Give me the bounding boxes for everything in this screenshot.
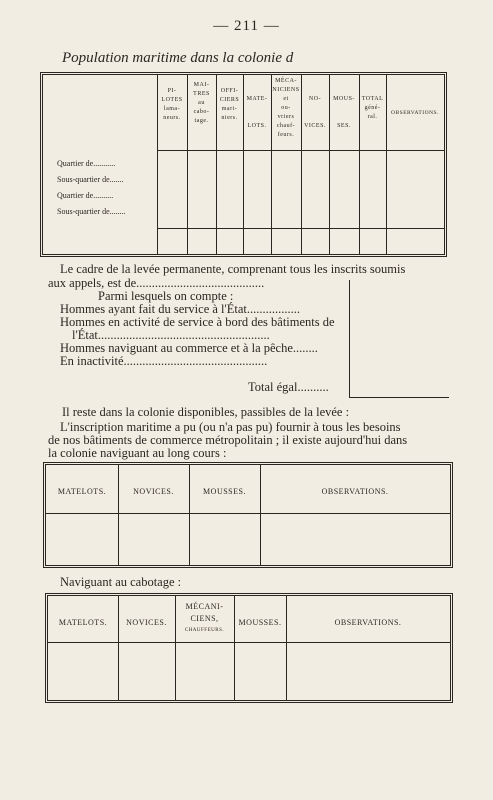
page-number: — 211 — <box>213 18 280 34</box>
header-mousses: MOUSSES. <box>203 487 246 496</box>
page-title: Population maritime dans la colonie d <box>62 50 294 66</box>
row-quartier-1: Quartier de........... <box>57 159 116 168</box>
header-officiers: OFFI- CIERS mari- niers. <box>219 88 240 121</box>
paragraph-line: de nos bâtiments de commerce métropolitain ; il existe aujourd'hui dans <box>48 433 408 447</box>
header-ciens: CIENS, <box>190 614 219 623</box>
header-observations: OBSERVATIONS. <box>321 487 389 496</box>
header-novices: NOVICES. <box>133 487 174 496</box>
header-pilotes: PI- LOTES lama- neurs. <box>161 88 183 121</box>
paragraph-line: Il reste dans la colonie disponibles, passibles de la levée : <box>62 405 350 419</box>
long-cours-table <box>43 462 453 568</box>
header-mecaniciens: MÉCANI- <box>185 602 224 611</box>
header-chauffeurs: CHAUFFEURS. <box>184 628 225 633</box>
paragraph-line: Hommes en activité de service à bord des bâtiments de <box>60 315 335 329</box>
paragraph-line: Le cadre de la levée permanente, comprenant tous les inscrits soumis <box>60 262 406 276</box>
total-label: Total égal.......... <box>248 380 329 394</box>
header-matelots: MATE- LOTS. <box>246 96 268 129</box>
header-total: TOTAL géné- ral. <box>361 96 384 120</box>
header-matelots: MATELOTS. <box>58 618 108 627</box>
paragraph-line: l'État....................................................... <box>72 328 270 342</box>
cabotage-label: Naviguant au cabotage : <box>60 575 182 589</box>
paragraph-line: aux appels, est de......................................... <box>48 276 265 290</box>
header-mecaniciens: MÉCA- NICIENS et ou- vriers chauf- feurs. <box>272 78 300 138</box>
paragraph-line: En inactivité.............................................. <box>60 354 268 368</box>
header-matelots: MATELOTS. <box>57 487 107 496</box>
paragraph-line: Hommes naviguant au commerce et à la pêche........ <box>60 341 318 355</box>
header-mousses: MOUSSES. <box>238 618 282 627</box>
paragraph-line: Parmi lesquels on compte : <box>98 289 234 303</box>
header-maitres: MAI- TRES au cabo- tage. <box>193 82 210 124</box>
total-bracket <box>349 280 449 398</box>
header-mousses: MOUS- SES. <box>333 96 355 129</box>
cabotage-table <box>45 593 453 703</box>
paragraph-line: la colonie naviguant au long cours : <box>48 446 227 460</box>
header-observations: OBSERVATIONS. <box>334 618 402 627</box>
header-observations: OBSERVATIONS. <box>391 110 439 116</box>
row-sous-quartier-2: Sous-quartier de........ <box>57 207 126 216</box>
row-quartier-2: Quartier de.......... <box>57 191 114 200</box>
header-novices: NO- VICES. <box>304 96 326 129</box>
paragraph-line: Hommes ayant fait du service à l'État................. <box>60 302 301 316</box>
paragraph-line: L'inscription maritime a pu (ou n'a pas pu) fournir à tous les besoins <box>60 420 401 434</box>
row-sous-quartier-1: Sous-quartier de....... <box>57 175 124 184</box>
population-table <box>40 72 447 257</box>
header-novices: NOVICES. <box>126 618 167 627</box>
